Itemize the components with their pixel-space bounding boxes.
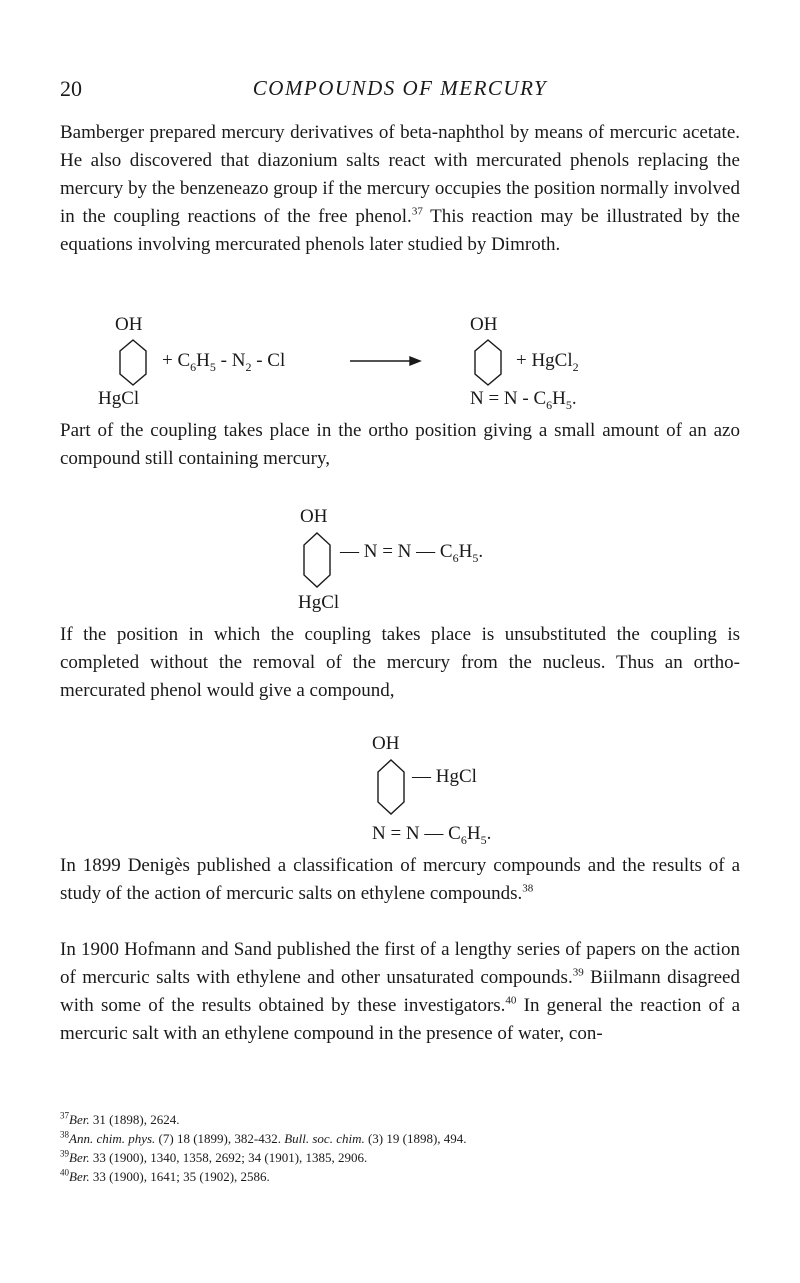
azo-text: N = N - C [470,388,547,409]
footnote-journal: Ann. chim. phys. [69,1131,156,1146]
footnote-39 [60,1148,740,1167]
paragraph-1-text-end: This reaction may be illustrated by the equations involving mercurated phenols later studied by Dimroth. [60,206,740,255]
reagent-part: - Cl [251,350,286,371]
structure3-azo-text: N = N — C [372,823,461,844]
structure2-oh-label: OH [300,506,328,527]
benzene-ring-icon [376,758,406,818]
structure2-subscript: 5 [472,550,479,565]
azo-subscript: 6 [546,397,553,412]
footnote-ref-39[interactable]: 39 [572,966,584,979]
reagent-subscript: 2 [245,359,252,374]
reagent-formula [162,350,285,372]
footnote-citation: (7) 18 (1899), 382-432. [155,1131,285,1146]
footnote-ref-40[interactable]: 40 [505,994,517,1007]
footnote-citation: 33 (1900), 1340, 1358, 2692; 34 (1901), 1385, 2906. [89,1150,368,1165]
structure2-azo-text: — N = N — C [340,541,453,562]
paragraph-2: Part of the coupling takes place in the ortho position giving a small amount of an azo compound still containing mercury, [60,420,740,469]
footnote-number: 37 [60,1110,69,1121]
footnote-38 [60,1129,740,1148]
structure3-oh-label: OH [372,733,400,754]
paragraph-5 [60,936,740,1048]
product-oh-label: OH [470,314,498,335]
page-header [60,76,740,106]
structure3-part: . [486,823,492,844]
structure2-part: H [458,541,473,562]
footnote-number: 38 [60,1129,69,1140]
footnote-citation: 31 (1898), 2624. [89,1112,180,1127]
reagent-formula-start: + C [162,350,191,371]
reactant-hgcl-label: HgCl [98,388,140,409]
reaction-arrow-icon [350,356,422,366]
hgcl2-text: + HgCl [516,350,573,371]
reagent-subscript: 5 [209,359,216,374]
running-title: COMPOUNDS OF MERCURY [252,76,548,100]
structure3-hgcl-group: — HgCl [412,766,477,787]
structure2-hgcl-label: HgCl [298,592,340,613]
paragraph-5-text-c: In general the reaction of a mercuric salt with an ethylene compound in the presence of water, con- [60,995,740,1044]
paragraph-1-text: Bamberger prepared mercury derivatives of beta-naphthol by means of mercuric acetate. He also discovered that diazonium salts react with mercurated phenols replacing the mercury by the benzeneazo group if the mercury occupies the position normally involved in the coupling reactions of the free phenol. [60,122,740,227]
structure3-part: H [466,823,481,844]
hgcl2-formula [516,350,579,372]
benzene-ring-icon [302,531,332,591]
structure3-subscript: 6 [460,832,467,847]
azo-part: H [552,388,566,409]
footnote-37 [60,1110,740,1129]
footnote-citation: 33 (1900), 1641; 35 (1902), 2586. [89,1169,270,1184]
footnote-number: 40 [60,1167,69,1178]
structure2-azo-group [340,541,483,563]
footnote-journal: Ber. [69,1169,90,1184]
footnote-citation: (3) 19 (1898), 494. [364,1131,467,1146]
footnotes [60,1110,740,1186]
footnote-journal: Bull. soc. chim. [284,1131,365,1146]
footnote-ref-37[interactable]: 37 [411,205,423,218]
structure3-azo-group [372,823,491,845]
footnote-ref-38[interactable]: 38 [522,882,534,895]
hgcl2-subscript: 2 [572,359,579,374]
product-azo-group [470,388,577,410]
paragraph-5-text-a: In 1900 Hofmann and Sand published the first of a lengthy series of papers on the action of mercuric salts with ethylene and other unsaturated compounds. [60,939,740,988]
reagent-part: - N [215,350,246,371]
page-number: 20 [60,76,82,101]
footnote-number: 39 [60,1148,69,1159]
azo-subscript: 5 [565,397,572,412]
reagent-subscript: 6 [190,359,197,374]
structure2-part: . [478,541,484,562]
structure2-subscript: 6 [452,550,459,565]
paragraph-4 [60,852,740,908]
structure3-subscript: 5 [480,832,487,847]
footnote-journal: Ber. [69,1112,90,1127]
paragraph-1 [60,119,740,259]
footnote-journal: Ber. [69,1150,90,1165]
paragraph-5-text-b: Biilmann disagreed with some of the results obtained by these investigators. [60,967,740,1016]
reagent-part: H [196,350,210,371]
paragraph-3: If the position in which the coupling takes place is unsubstituted the coupling is completed without the removal of the mercury from the nucleus. Thus an ortho-mercurated phenol would give a compound, [60,624,740,701]
footnote-40 [60,1167,740,1186]
azo-part: . [571,388,577,409]
benzene-ring-icon [118,338,148,388]
reactant-oh-label: OH [115,314,143,335]
paragraph-4-text: In 1899 Denigès published a classification of mercury compounds and the results of a study of the action of mercuric salts on ethylene compounds. [60,855,740,904]
benzene-ring-icon [473,338,503,388]
